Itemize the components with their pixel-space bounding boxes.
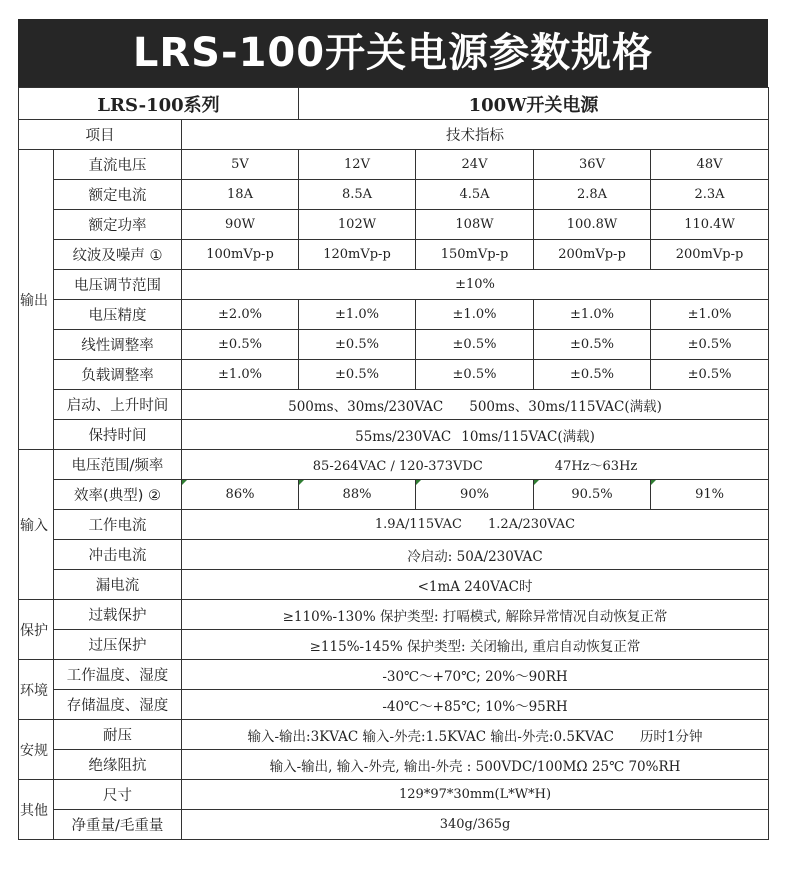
row-label: 直流电压 — [54, 150, 182, 180]
table-cell: 200mVp-p — [651, 240, 769, 270]
category-input: 输入 — [19, 450, 54, 600]
withstand-duration: 历时1分钟 — [639, 728, 703, 745]
table-cell: -40℃～+85℃; 10%～95RH — [182, 690, 769, 720]
table-row — [19, 720, 769, 750]
category-protection: 保护 — [19, 600, 54, 660]
table-cell: ±0.5% — [651, 330, 769, 360]
product-name: 100W开关电源 — [299, 88, 769, 120]
category-other: 其他 — [19, 780, 54, 840]
title-row — [19, 88, 769, 120]
table-row — [19, 330, 769, 360]
table-cell: ±2.0% — [182, 300, 299, 330]
table-cell: 4.5A — [416, 180, 534, 210]
table-cell: 48V — [651, 150, 769, 180]
input-frequency: 47Hz～63Hz — [554, 459, 638, 474]
row-label: 额定功率 — [54, 210, 182, 240]
table-row — [19, 300, 769, 330]
table-cell — [182, 420, 769, 450]
table-cell: 24V — [416, 150, 534, 180]
table-cell: ≥110%-130% 保护类型: 打嗝模式, 解除异常情况自动恢复正常 — [182, 600, 769, 630]
working-current-230v: 1.2A/230VAC — [488, 517, 576, 532]
category-output: 输出 — [19, 150, 54, 450]
table-cell: 18A — [182, 180, 299, 210]
spec-header: 技术指标 — [182, 120, 769, 150]
table-cell: ±0.5% — [534, 330, 651, 360]
table-row — [19, 180, 769, 210]
table-cell: ±1.0% — [651, 300, 769, 330]
table-row — [19, 780, 769, 810]
table-row — [19, 480, 769, 510]
table-cell — [182, 450, 769, 480]
table-cell — [182, 390, 769, 420]
withstand-voltage: 输入-输出:3KVAC 输入-外壳:1.5KVAC 输出-外壳:0.5KVAC — [247, 728, 614, 745]
rise-time-230v: 500ms、30ms/230VAC — [288, 398, 444, 415]
table-row — [19, 390, 769, 420]
table-row — [19, 810, 769, 840]
row-label: 工作温度、湿度 — [54, 660, 182, 690]
table-cell: ±0.5% — [299, 330, 416, 360]
table-cell: 110.4W — [651, 210, 769, 240]
table-cell: 90W — [182, 210, 299, 240]
table-row — [19, 150, 769, 180]
table-cell: 150mVp-p — [416, 240, 534, 270]
row-label: 过压保护 — [54, 630, 182, 660]
table-cell — [182, 510, 769, 540]
table-cell: 输入-输出, 输入-外壳, 输出-外壳 : 500VDC/100MΩ 25℃ 70%RH — [182, 750, 769, 780]
table-cell: 100.8W — [534, 210, 651, 240]
table-cell — [182, 720, 769, 750]
row-label: 绝缘阻抗 — [54, 750, 182, 780]
table-row — [19, 240, 769, 270]
page-title: LRS-100开关电源参数规格 — [18, 19, 768, 87]
table-cell: 129*97*30mm(L*W*H) — [182, 780, 769, 810]
row-label: 纹波及噪声 ① — [54, 240, 182, 270]
row-label: 净重量/毛重量 — [54, 810, 182, 840]
table-cell: ±0.5% — [534, 360, 651, 390]
row-label: 尺寸 — [54, 780, 182, 810]
category-safety: 安规 — [19, 720, 54, 780]
table-row — [19, 750, 769, 780]
table-cell: 120mVp-p — [299, 240, 416, 270]
table-cell: 36V — [534, 150, 651, 180]
table-cell: 90.5% — [534, 480, 651, 510]
table-row — [19, 660, 769, 690]
row-label: 额定电流 — [54, 180, 182, 210]
table-cell: ±0.5% — [299, 360, 416, 390]
table-row — [19, 420, 769, 450]
table-row — [19, 210, 769, 240]
table-cell: 8.5A — [299, 180, 416, 210]
row-label: 保持时间 — [54, 420, 182, 450]
table-cell: ±10% — [182, 270, 769, 300]
table-cell: ±1.0% — [416, 300, 534, 330]
table-cell: ±0.5% — [651, 360, 769, 390]
table-cell: 2.3A — [651, 180, 769, 210]
row-label: 过载保护 — [54, 600, 182, 630]
table-cell: 86% — [182, 480, 299, 510]
table-cell: <1mA 240VAC时 — [182, 570, 769, 600]
table-cell: ±1.0% — [299, 300, 416, 330]
table-cell: 冷启动: 50A/230VAC — [182, 540, 769, 570]
table-row — [19, 510, 769, 540]
row-label: 漏电流 — [54, 570, 182, 600]
table-row — [19, 450, 769, 480]
table-cell: 12V — [299, 150, 416, 180]
table-cell: 5V — [182, 150, 299, 180]
row-label: 线性调整率 — [54, 330, 182, 360]
rise-time-115v: 500ms、30ms/115VAC(满载) — [469, 398, 662, 415]
table-row — [19, 690, 769, 720]
row-label: 耐压 — [54, 720, 182, 750]
hold-time-115v: 10ms/115VAC(满载) — [461, 428, 595, 445]
table-cell: 100mVp-p — [182, 240, 299, 270]
input-voltage-range: 85-264VAC / 120-373VDC — [312, 459, 483, 474]
row-label: 冲击电流 — [54, 540, 182, 570]
row-label: 电压调节范围 — [54, 270, 182, 300]
row-label: 负载调整率 — [54, 360, 182, 390]
spec-sheet — [18, 19, 768, 840]
series-name: LRS-100系列 — [19, 88, 299, 120]
row-label: 工作电流 — [54, 510, 182, 540]
table-cell: 108W — [416, 210, 534, 240]
row-label: 启动、上升时间 — [54, 390, 182, 420]
table-cell: -30℃～+70℃; 20%～90RH — [182, 660, 769, 690]
category-environment: 环境 — [19, 660, 54, 720]
table-row — [19, 630, 769, 660]
table-cell: ±0.5% — [416, 330, 534, 360]
table-cell: 91% — [651, 480, 769, 510]
table-row — [19, 360, 769, 390]
item-header: 项目 — [19, 120, 182, 150]
table-row — [19, 270, 769, 300]
table-cell: ±0.5% — [416, 360, 534, 390]
table-row — [19, 600, 769, 630]
table-cell: ±1.0% — [182, 360, 299, 390]
row-label: 电压范围/频率 — [54, 450, 182, 480]
table-row — [19, 570, 769, 600]
hold-time-230v: 55ms/230VAC — [355, 428, 452, 445]
column-header-row — [19, 120, 769, 150]
row-label: 存储温度、湿度 — [54, 690, 182, 720]
table-row — [19, 540, 769, 570]
table-cell: ±0.5% — [182, 330, 299, 360]
row-label: 效率(典型) ② — [54, 480, 182, 510]
row-label: 电压精度 — [54, 300, 182, 330]
table-cell: 90% — [416, 480, 534, 510]
table-cell: ≥115%-145% 保护类型: 关闭输出, 重启自动恢复正常 — [182, 630, 769, 660]
table-cell: 102W — [299, 210, 416, 240]
table-cell: 340g/365g — [182, 810, 769, 840]
table-cell: 2.8A — [534, 180, 651, 210]
table-cell: 200mVp-p — [534, 240, 651, 270]
table-cell: 88% — [299, 480, 416, 510]
table-cell: ±1.0% — [534, 300, 651, 330]
spec-table — [18, 87, 769, 840]
working-current-115v: 1.9A/115VAC — [374, 517, 463, 532]
